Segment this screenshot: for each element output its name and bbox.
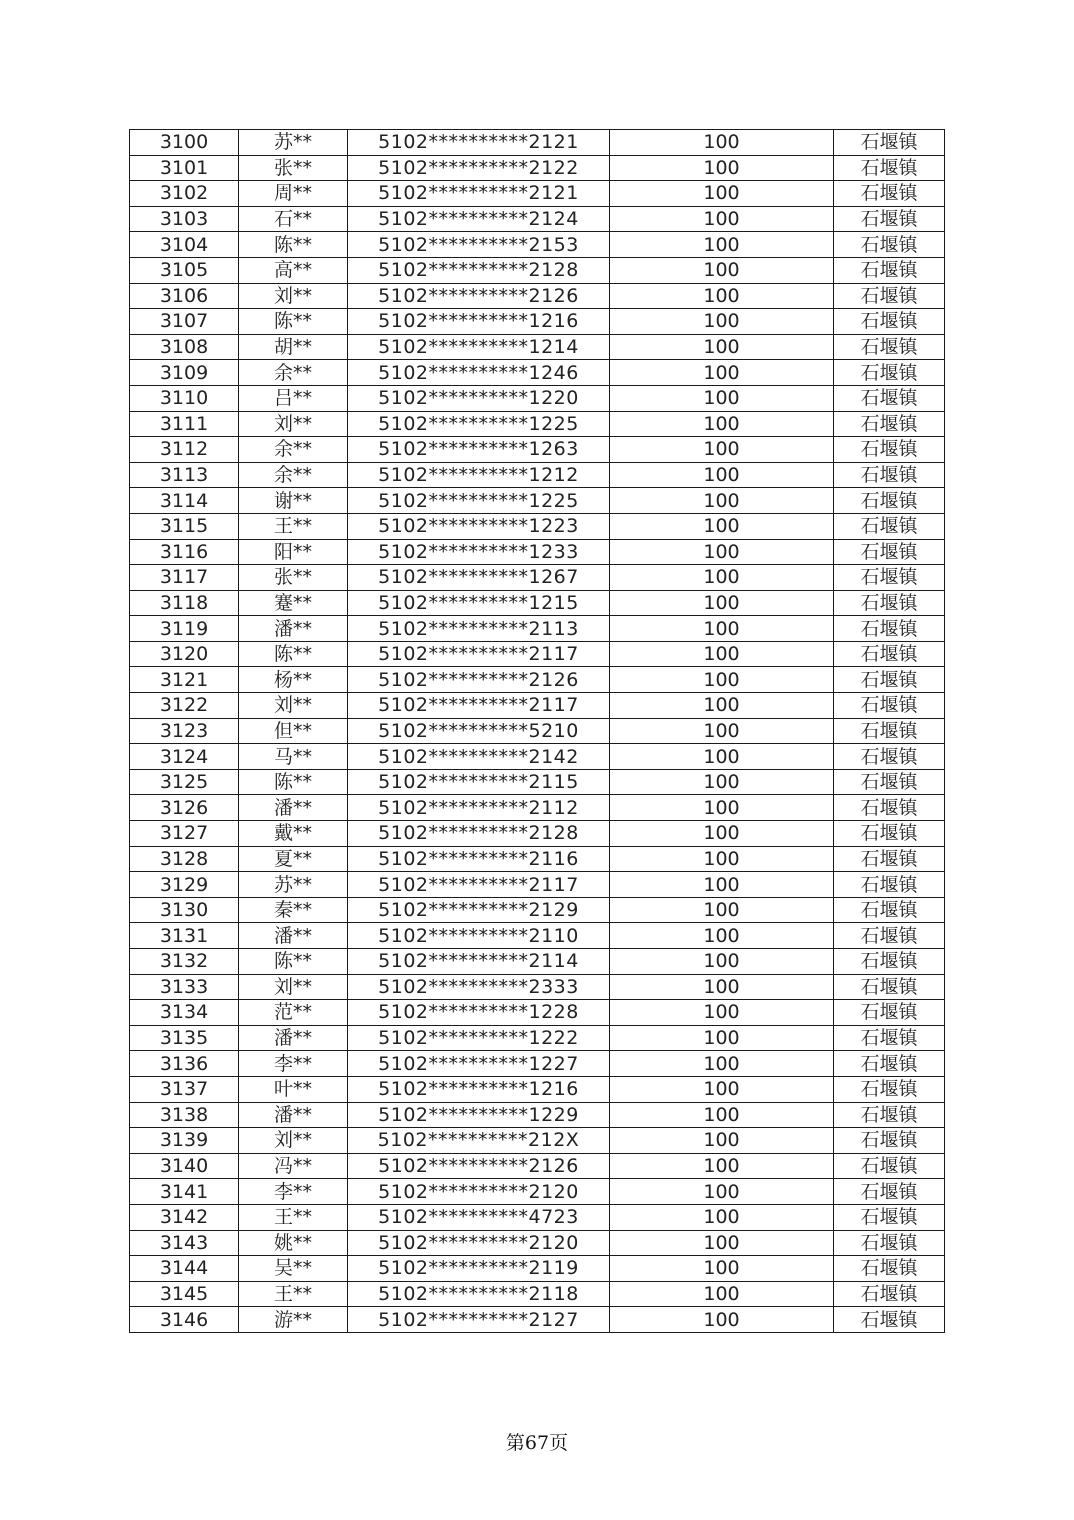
name-cell: 潘** (239, 923, 348, 949)
name-cell: 周** (239, 181, 348, 207)
name-cell: 苏** (239, 130, 348, 156)
town-cell: 石堰镇 (834, 1153, 945, 1179)
table-row (130, 206, 945, 232)
id-number-cell: 5102**********1228 (348, 1000, 610, 1026)
table-row (130, 155, 945, 181)
serial-number-cell: 3143 (130, 1230, 239, 1256)
id-number-cell: 5102**********1214 (348, 334, 610, 360)
name-cell: 秦** (239, 897, 348, 923)
town-cell: 石堰镇 (834, 693, 945, 719)
serial-number-cell: 3120 (130, 641, 239, 667)
serial-number-cell: 3116 (130, 539, 239, 565)
id-number-cell: 5102**********2128 (348, 257, 610, 283)
amount-cell: 100 (610, 1025, 834, 1051)
serial-number-cell: 3101 (130, 155, 239, 181)
name-cell: 张** (239, 565, 348, 591)
serial-number-cell: 3146 (130, 1307, 239, 1333)
id-number-cell: 5102**********2118 (348, 1281, 610, 1307)
town-cell: 石堰镇 (834, 1204, 945, 1230)
amount-cell: 100 (610, 769, 834, 795)
town-cell: 石堰镇 (834, 565, 945, 591)
amount-cell: 100 (610, 718, 834, 744)
id-number-cell: 5102**********1222 (348, 1025, 610, 1051)
id-number-cell: 5102**********2128 (348, 821, 610, 847)
serial-number-cell: 3135 (130, 1025, 239, 1051)
serial-number-cell: 3112 (130, 437, 239, 463)
town-cell: 石堰镇 (834, 718, 945, 744)
serial-number-cell: 3110 (130, 385, 239, 411)
name-cell: 李** (239, 1051, 348, 1077)
table-row (130, 949, 945, 975)
town-cell: 石堰镇 (834, 309, 945, 335)
town-cell: 石堰镇 (834, 1256, 945, 1282)
serial-number-cell: 3100 (130, 130, 239, 156)
town-cell: 石堰镇 (834, 641, 945, 667)
name-cell: 阳** (239, 539, 348, 565)
table-row (130, 795, 945, 821)
amount-cell: 100 (610, 1102, 834, 1128)
amount-cell: 100 (610, 1256, 834, 1282)
amount-cell: 100 (610, 590, 834, 616)
amount-cell: 100 (610, 232, 834, 258)
table-row (130, 1307, 945, 1333)
amount-cell: 100 (610, 462, 834, 488)
id-number-cell: 5102**********5210 (348, 718, 610, 744)
table-row (130, 897, 945, 923)
table-row (130, 1204, 945, 1230)
amount-cell: 100 (610, 539, 834, 565)
serial-number-cell: 3118 (130, 590, 239, 616)
serial-number-cell: 3102 (130, 181, 239, 207)
serial-number-cell: 3129 (130, 872, 239, 898)
id-number-cell: 5102**********1220 (348, 385, 610, 411)
serial-number-cell: 3121 (130, 667, 239, 693)
serial-number-cell: 3134 (130, 1000, 239, 1026)
town-cell: 石堰镇 (834, 130, 945, 156)
town-cell: 石堰镇 (834, 744, 945, 770)
name-cell: 陈** (239, 309, 348, 335)
id-number-cell: 5102**********1246 (348, 360, 610, 386)
table-row (130, 437, 945, 463)
town-cell: 石堰镇 (834, 897, 945, 923)
amount-cell: 100 (610, 923, 834, 949)
town-cell: 石堰镇 (834, 232, 945, 258)
name-cell: 苏** (239, 872, 348, 898)
table-row (130, 846, 945, 872)
table-row (130, 1281, 945, 1307)
id-number-cell: 5102**********2124 (348, 206, 610, 232)
id-number-cell: 5102**********2120 (348, 1230, 610, 1256)
name-cell: 陈** (239, 232, 348, 258)
name-cell: 吕** (239, 385, 348, 411)
amount-cell: 100 (610, 385, 834, 411)
table-row (130, 1051, 945, 1077)
name-cell: 刘** (239, 1128, 348, 1154)
serial-number-cell: 3123 (130, 718, 239, 744)
table-row (130, 232, 945, 258)
amount-cell: 100 (610, 257, 834, 283)
name-cell: 余** (239, 360, 348, 386)
id-number-cell: 5102**********1267 (348, 565, 610, 591)
town-cell: 石堰镇 (834, 1076, 945, 1102)
town-cell: 石堰镇 (834, 334, 945, 360)
amount-cell: 100 (610, 1281, 834, 1307)
id-number-cell: 5102**********2129 (348, 897, 610, 923)
serial-number-cell: 3145 (130, 1281, 239, 1307)
town-cell: 石堰镇 (834, 821, 945, 847)
name-cell: 王** (239, 1281, 348, 1307)
town-cell: 石堰镇 (834, 974, 945, 1000)
id-number-cell: 5102**********2126 (348, 283, 610, 309)
serial-number-cell: 3141 (130, 1179, 239, 1205)
town-cell: 石堰镇 (834, 795, 945, 821)
id-number-cell: 5102**********1216 (348, 309, 610, 335)
id-number-cell: 5102**********2110 (348, 923, 610, 949)
town-cell: 石堰镇 (834, 360, 945, 386)
table-row (130, 1000, 945, 1026)
table-row (130, 1256, 945, 1282)
table-row (130, 1025, 945, 1051)
id-number-cell: 5102**********1215 (348, 590, 610, 616)
name-cell: 但** (239, 718, 348, 744)
amount-cell: 100 (610, 1307, 834, 1333)
amount-cell: 100 (610, 513, 834, 539)
id-number-cell: 5102**********1225 (348, 411, 610, 437)
name-cell: 蹇** (239, 590, 348, 616)
amount-cell: 100 (610, 872, 834, 898)
name-cell: 吴** (239, 1256, 348, 1282)
amount-cell: 100 (610, 334, 834, 360)
name-cell: 刘** (239, 974, 348, 1000)
amount-cell: 100 (610, 1204, 834, 1230)
serial-number-cell: 3133 (130, 974, 239, 1000)
name-cell: 潘** (239, 795, 348, 821)
town-cell: 石堰镇 (834, 206, 945, 232)
town-cell: 石堰镇 (834, 539, 945, 565)
amount-cell: 100 (610, 155, 834, 181)
serial-number-cell: 3106 (130, 283, 239, 309)
serial-number-cell: 3107 (130, 309, 239, 335)
table-row (130, 1230, 945, 1256)
table-row (130, 1179, 945, 1205)
id-number-cell: 5102**********2121 (348, 130, 610, 156)
name-cell: 马** (239, 744, 348, 770)
id-number-cell: 5102**********2126 (348, 1153, 610, 1179)
serial-number-cell: 3136 (130, 1051, 239, 1077)
serial-number-cell: 3115 (130, 513, 239, 539)
serial-number-cell: 3113 (130, 462, 239, 488)
id-number-cell: 5102**********2127 (348, 1307, 610, 1333)
id-number-cell: 5102**********2115 (348, 769, 610, 795)
serial-number-cell: 3132 (130, 949, 239, 975)
id-number-cell: 5102**********1227 (348, 1051, 610, 1077)
table-row (130, 718, 945, 744)
amount-cell: 100 (610, 667, 834, 693)
name-cell: 陈** (239, 769, 348, 795)
serial-number-cell: 3119 (130, 616, 239, 642)
town-cell: 石堰镇 (834, 616, 945, 642)
town-cell: 石堰镇 (834, 1128, 945, 1154)
id-number-cell: 5102**********2117 (348, 641, 610, 667)
amount-cell: 100 (610, 1230, 834, 1256)
name-cell: 潘** (239, 1025, 348, 1051)
table-row (130, 1128, 945, 1154)
town-cell: 石堰镇 (834, 1051, 945, 1077)
town-cell: 石堰镇 (834, 872, 945, 898)
amount-cell: 100 (610, 846, 834, 872)
name-cell: 刘** (239, 693, 348, 719)
id-number-cell: 5102**********2114 (348, 949, 610, 975)
serial-number-cell: 3130 (130, 897, 239, 923)
id-number-cell: 5102**********2121 (348, 181, 610, 207)
amount-cell: 100 (610, 1179, 834, 1205)
name-cell: 杨** (239, 667, 348, 693)
table-row (130, 1076, 945, 1102)
id-number-cell: 5102**********2116 (348, 846, 610, 872)
town-cell: 石堰镇 (834, 411, 945, 437)
amount-cell: 100 (610, 360, 834, 386)
table-row (130, 616, 945, 642)
table-row (130, 488, 945, 514)
name-cell: 王** (239, 1204, 348, 1230)
table-row (130, 693, 945, 719)
serial-number-cell: 3131 (130, 923, 239, 949)
amount-cell: 100 (610, 616, 834, 642)
table-row (130, 744, 945, 770)
table-row (130, 513, 945, 539)
table-row (130, 565, 945, 591)
town-cell: 石堰镇 (834, 1000, 945, 1026)
name-cell: 李** (239, 1179, 348, 1205)
amount-cell: 100 (610, 488, 834, 514)
id-number-cell: 5102**********1229 (348, 1102, 610, 1128)
town-cell: 石堰镇 (834, 283, 945, 309)
amount-cell: 100 (610, 744, 834, 770)
serial-number-cell: 3127 (130, 821, 239, 847)
serial-number-cell: 3114 (130, 488, 239, 514)
town-cell: 石堰镇 (834, 181, 945, 207)
id-number-cell: 5102**********2333 (348, 974, 610, 1000)
town-cell: 石堰镇 (834, 1025, 945, 1051)
serial-number-cell: 3140 (130, 1153, 239, 1179)
serial-number-cell: 3117 (130, 565, 239, 591)
id-number-cell: 5102**********1225 (348, 488, 610, 514)
id-number-cell: 5102**********2117 (348, 693, 610, 719)
name-cell: 陈** (239, 641, 348, 667)
name-cell: 夏** (239, 846, 348, 872)
name-cell: 胡** (239, 334, 348, 360)
town-cell: 石堰镇 (834, 1230, 945, 1256)
serial-number-cell: 3138 (130, 1102, 239, 1128)
id-number-cell: 5102**********2120 (348, 1179, 610, 1205)
amount-cell: 100 (610, 693, 834, 719)
id-number-cell: 5102**********2126 (348, 667, 610, 693)
amount-cell: 100 (610, 1000, 834, 1026)
town-cell: 石堰镇 (834, 437, 945, 463)
roster-table (129, 129, 945, 1333)
amount-cell: 100 (610, 1076, 834, 1102)
serial-number-cell: 3126 (130, 795, 239, 821)
name-cell: 姚** (239, 1230, 348, 1256)
serial-number-cell: 3137 (130, 1076, 239, 1102)
id-number-cell: 5102**********1263 (348, 437, 610, 463)
town-cell: 石堰镇 (834, 513, 945, 539)
table-row (130, 590, 945, 616)
id-number-cell: 5102**********1216 (348, 1076, 610, 1102)
table-row (130, 539, 945, 565)
name-cell: 陈** (239, 949, 348, 975)
amount-cell: 100 (610, 206, 834, 232)
serial-number-cell: 3111 (130, 411, 239, 437)
table-row (130, 872, 945, 898)
serial-number-cell: 3144 (130, 1256, 239, 1282)
id-number-cell: 5102**********1233 (348, 539, 610, 565)
table-row (130, 257, 945, 283)
name-cell: 游** (239, 1307, 348, 1333)
amount-cell: 100 (610, 1153, 834, 1179)
serial-number-cell: 3125 (130, 769, 239, 795)
table-row (130, 769, 945, 795)
town-cell: 石堰镇 (834, 488, 945, 514)
table-row (130, 283, 945, 309)
town-cell: 石堰镇 (834, 1179, 945, 1205)
id-number-cell: 5102**********2117 (348, 872, 610, 898)
town-cell: 石堰镇 (834, 846, 945, 872)
table-row (130, 462, 945, 488)
town-cell: 石堰镇 (834, 1307, 945, 1333)
amount-cell: 100 (610, 437, 834, 463)
amount-cell: 100 (610, 821, 834, 847)
table-row (130, 923, 945, 949)
name-cell: 余** (239, 462, 348, 488)
table-row (130, 360, 945, 386)
table-row (130, 974, 945, 1000)
serial-number-cell: 3139 (130, 1128, 239, 1154)
id-number-cell: 5102**********1223 (348, 513, 610, 539)
amount-cell: 100 (610, 795, 834, 821)
serial-number-cell: 3104 (130, 232, 239, 258)
table-row (130, 130, 945, 156)
amount-cell: 100 (610, 1051, 834, 1077)
name-cell: 谢** (239, 488, 348, 514)
table-row (130, 1153, 945, 1179)
amount-cell: 100 (610, 974, 834, 1000)
name-cell: 冯** (239, 1153, 348, 1179)
id-number-cell: 5102**********2113 (348, 616, 610, 642)
town-cell: 石堰镇 (834, 590, 945, 616)
table-row (130, 821, 945, 847)
town-cell: 石堰镇 (834, 1281, 945, 1307)
amount-cell: 100 (610, 565, 834, 591)
town-cell: 石堰镇 (834, 1102, 945, 1128)
serial-number-cell: 3103 (130, 206, 239, 232)
table-row (130, 309, 945, 335)
name-cell: 高** (239, 257, 348, 283)
serial-number-cell: 3122 (130, 693, 239, 719)
amount-cell: 100 (610, 181, 834, 207)
table-row (130, 411, 945, 437)
name-cell: 余** (239, 437, 348, 463)
table-row (130, 385, 945, 411)
name-cell: 刘** (239, 411, 348, 437)
town-cell: 石堰镇 (834, 923, 945, 949)
town-cell: 石堰镇 (834, 769, 945, 795)
id-number-cell: 5102**********2119 (348, 1256, 610, 1282)
amount-cell: 100 (610, 641, 834, 667)
serial-number-cell: 3109 (130, 360, 239, 386)
serial-number-cell: 3128 (130, 846, 239, 872)
table-row (130, 334, 945, 360)
table-row (130, 1102, 945, 1128)
name-cell: 叶** (239, 1076, 348, 1102)
town-cell: 石堰镇 (834, 462, 945, 488)
name-cell: 潘** (239, 1102, 348, 1128)
table-row (130, 641, 945, 667)
town-cell: 石堰镇 (834, 667, 945, 693)
town-cell: 石堰镇 (834, 949, 945, 975)
amount-cell: 100 (610, 897, 834, 923)
id-number-cell: 5102**********212X (348, 1128, 610, 1154)
name-cell: 王** (239, 513, 348, 539)
town-cell: 石堰镇 (834, 257, 945, 283)
id-number-cell: 5102**********2142 (348, 744, 610, 770)
town-cell: 石堰镇 (834, 385, 945, 411)
page-number: 第67页 (505, 1432, 569, 1454)
id-number-cell: 5102**********2153 (348, 232, 610, 258)
town-cell: 石堰镇 (834, 155, 945, 181)
id-number-cell: 5102**********2122 (348, 155, 610, 181)
amount-cell: 100 (610, 283, 834, 309)
table-row (130, 181, 945, 207)
name-cell: 刘** (239, 283, 348, 309)
name-cell: 范** (239, 1000, 348, 1026)
name-cell: 戴** (239, 821, 348, 847)
id-number-cell: 5102**********1212 (348, 462, 610, 488)
name-cell: 潘** (239, 616, 348, 642)
amount-cell: 100 (610, 411, 834, 437)
roster-table-body (130, 130, 945, 1333)
serial-number-cell: 3105 (130, 257, 239, 283)
amount-cell: 100 (610, 949, 834, 975)
serial-number-cell: 3124 (130, 744, 239, 770)
serial-number-cell: 3108 (130, 334, 239, 360)
name-cell: 石** (239, 206, 348, 232)
table-row (130, 667, 945, 693)
amount-cell: 100 (610, 130, 834, 156)
amount-cell: 100 (610, 309, 834, 335)
name-cell: 张** (239, 155, 348, 181)
id-number-cell: 5102**********2112 (348, 795, 610, 821)
serial-number-cell: 3142 (130, 1204, 239, 1230)
amount-cell: 100 (610, 1128, 834, 1154)
id-number-cell: 5102**********4723 (348, 1204, 610, 1230)
